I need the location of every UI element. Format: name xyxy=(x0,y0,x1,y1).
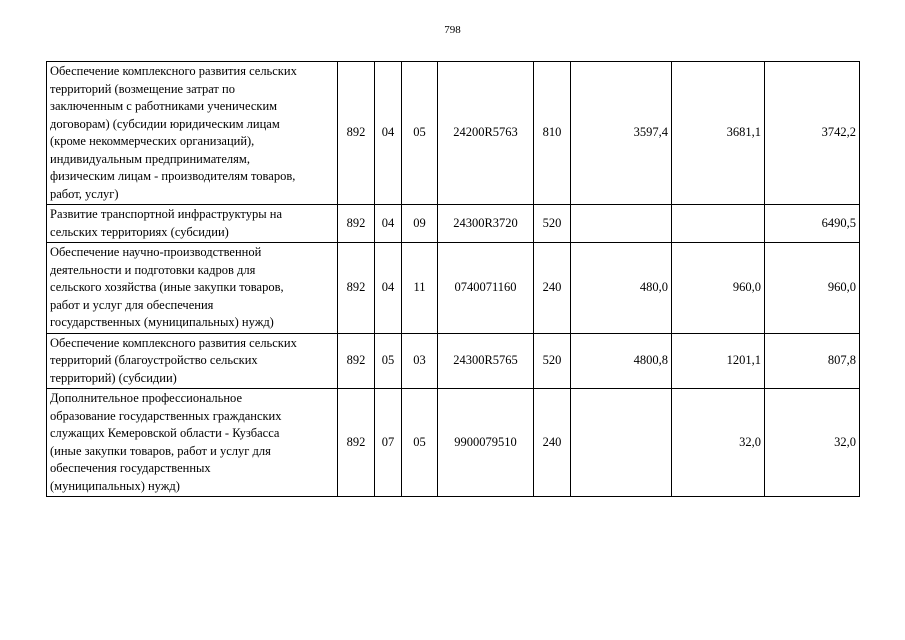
target-article-code: 0740071160 xyxy=(438,243,534,334)
expense-type-code: 240 xyxy=(534,389,571,497)
ministry-code: 892 xyxy=(338,243,375,334)
target-article-code: 24200R5763 xyxy=(438,62,534,205)
row-description: Развитие транспортной инфраструктуры на сельских территориях (субсидии) xyxy=(47,205,338,243)
amount-1 xyxy=(571,389,672,497)
amount-3: 32,0 xyxy=(765,389,860,497)
table-row xyxy=(47,243,860,334)
expense-type-code: 520 xyxy=(534,333,571,389)
ministry-code: 892 xyxy=(338,62,375,205)
section-code: 07 xyxy=(375,389,402,497)
target-article-code: 9900079510 xyxy=(438,389,534,497)
table-row xyxy=(47,205,860,243)
table-row xyxy=(47,389,860,497)
table-row xyxy=(47,333,860,389)
amount-2: 1201,1 xyxy=(672,333,765,389)
ministry-code: 892 xyxy=(338,205,375,243)
amount-3: 807,8 xyxy=(765,333,860,389)
row-description: Обеспечение научно-производственной деятельности и подготовки кадров для сельского хозяйства (иные закупки товаров, работ и услуг для обеспечения государственных (муниципальных) нужд) xyxy=(47,243,338,334)
amount-3: 960,0 xyxy=(765,243,860,334)
amount-3: 3742,2 xyxy=(765,62,860,205)
table-row xyxy=(47,62,860,205)
amount-2: 3681,1 xyxy=(672,62,765,205)
expense-type-code: 520 xyxy=(534,205,571,243)
ministry-code: 892 xyxy=(338,333,375,389)
subsection-code: 05 xyxy=(402,389,438,497)
amount-2 xyxy=(672,205,765,243)
section-code: 04 xyxy=(375,62,402,205)
target-article-code: 24300R3720 xyxy=(438,205,534,243)
subsection-code: 09 xyxy=(402,205,438,243)
amount-1: 4800,8 xyxy=(571,333,672,389)
subsection-code: 03 xyxy=(402,333,438,389)
section-code: 05 xyxy=(375,333,402,389)
amount-2: 960,0 xyxy=(672,243,765,334)
page-number: 798 xyxy=(444,24,461,36)
row-description: Обеспечение комплексного развития сельских территорий (возмещение затрат по заключенным с работниками ученическим договорам) (субсидии юридическим лицам (кроме некоммерческих организаций), индивидуальным предпринимателям, физическим лицам - производителям товаров, работ, услуг) xyxy=(47,62,338,205)
budget-table xyxy=(46,61,860,497)
expense-type-code: 810 xyxy=(534,62,571,205)
subsection-code: 11 xyxy=(402,243,438,334)
section-code: 04 xyxy=(375,243,402,334)
amount-1: 480,0 xyxy=(571,243,672,334)
amount-1: 3597,4 xyxy=(571,62,672,205)
subsection-code: 05 xyxy=(402,62,438,205)
amount-1 xyxy=(571,205,672,243)
row-description: Дополнительное профессиональное образование государственных гражданских служащих Кемеровской области - Кузбасса (иные закупки товаров, работ и услуг для обеспечения государственных (муниципальных) нужд) xyxy=(47,389,338,497)
section-code: 04 xyxy=(375,205,402,243)
amount-2: 32,0 xyxy=(672,389,765,497)
target-article-code: 24300R5765 xyxy=(438,333,534,389)
ministry-code: 892 xyxy=(338,389,375,497)
amount-3: 6490,5 xyxy=(765,205,860,243)
row-description: Обеспечение комплексного развития сельских территорий (благоустройство сельских территорий) (субсидии) xyxy=(47,333,338,389)
expense-type-code: 240 xyxy=(534,243,571,334)
